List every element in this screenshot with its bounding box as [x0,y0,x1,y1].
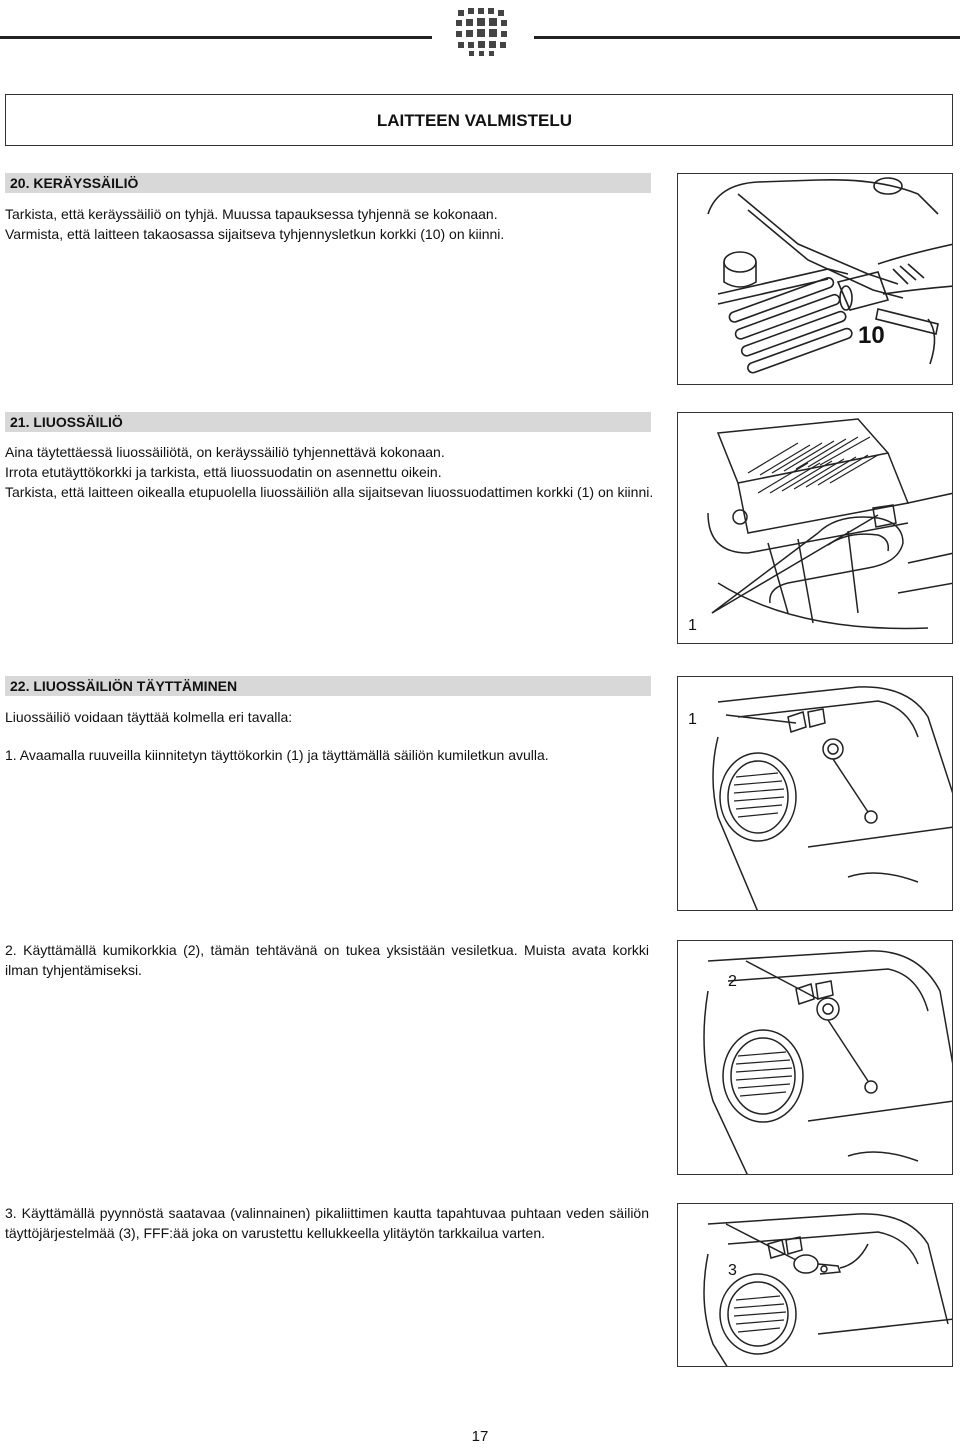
collection-tank-hose-figure [677,173,953,385]
section-20-line-1: Tarkista, että keräyssäiliö on tyhjä. Muussa tapauksessa tyhjennä se kokonaan. [5,206,498,222]
section-21-title: 21. LIUOSSÄILIÖ [10,414,123,430]
section-21-line-3: Tarkista, että laitteen oikealla etupuolella liuossäiliön alla sijaitsevan liuossuodattimen korkki (1) on kiinni. [5,484,654,500]
filler-cap-figure [677,676,953,911]
section-22-intro: Liuossäiliö voidaan täyttää kolmella eri tavalla: [5,709,293,725]
fill-method-3-text: 3. Käyttämällä pyynnöstä saatavaa (valinnainen) pikaliittimen kautta tapahtuvaa puhtaan veden säiliön täyttöjärjestelmää (3), FFF:ää joka on varustettu kellukkeella ylitäytön tarkkailua varten. [5,1205,649,1241]
fill-method-1-text: 1. Avaamalla ruuveilla kiinnitetyn täyttökorkin (1) ja täyttämällä säiliön kumiletkun avulla. [5,747,549,763]
quick-coupling-figure [677,1203,953,1367]
header-rule-left [0,36,432,39]
figure-label-3: 3 [728,1262,737,1279]
section-20-line-2: Varmista, että laitteen takaosassa sijaitseva tyhjennysletkun korkki (10) on kiinni. [5,226,505,242]
fill-method-2-text: 2. Käyttämällä kumikorkkia (2), tämän tehtävänä on tukea yksistään vesiletkua. Muista avata korkki ilman tyhjentämiseksi. [5,942,649,978]
figure-label-10: 10 [858,322,885,349]
figure-label-1: 1 [688,617,697,634]
figure-label-1b: 1 [688,711,697,728]
section-21-line-1: Aina täytettäessä liuossäiliötä, on keräyssäiliö tyhjennettävä kokonaan. [5,444,445,460]
page-title: LAITTEEN VALMISTELU [376,111,572,130]
header-rule-right [534,36,960,39]
section-21-line-2: Irrota etutäyttökorkki ja tarkista, että liuossuodatin on asennettu oikein. [5,464,442,480]
page-number: 17 [471,1428,489,1445]
section-20-title: 20. KERÄYSSÄILIÖ [10,175,139,191]
section-22-title: 22. LIUOSSÄILIÖN TÄYTTÄMINEN [10,678,238,694]
solution-filter-figure [677,412,953,644]
brand-logo-dots [452,4,516,60]
rubber-cap-figure [677,940,953,1175]
figure-label-2: 2 [728,973,737,990]
